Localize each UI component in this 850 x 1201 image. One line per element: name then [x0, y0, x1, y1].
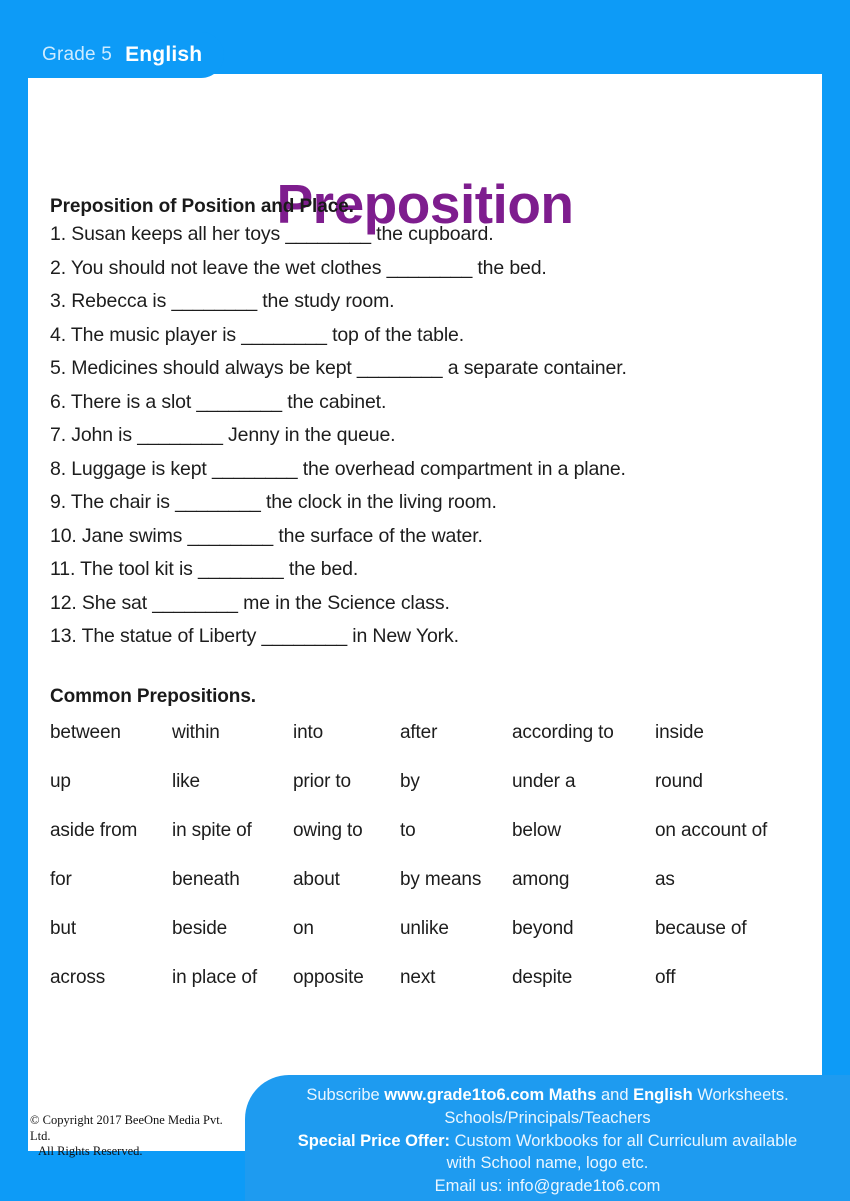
- footer-line-subscribe: [306, 1084, 788, 1107]
- preposition-word: into: [293, 722, 324, 743]
- preposition-word: round: [655, 771, 703, 792]
- footer-line-school-name: with School name, logo etc.: [446, 1154, 649, 1173]
- question-item: 11. The tool kit is ________ the bed.: [50, 558, 359, 580]
- preposition-word: by means: [400, 869, 482, 890]
- preposition-word: by: [400, 771, 420, 792]
- preposition-word: up: [50, 771, 71, 792]
- preposition-word: aside from: [50, 820, 138, 841]
- subscribe-footer-banner: [245, 1075, 850, 1201]
- preposition-word: below: [512, 820, 561, 841]
- preposition-word: prior to: [293, 771, 351, 792]
- question-list: [50, 225, 790, 647]
- question-item: 3. Rebecca is ________ the study room.: [50, 290, 395, 312]
- preposition-word: according to: [512, 722, 614, 743]
- preposition-word: beyond: [512, 918, 574, 939]
- preposition-word: unlike: [400, 918, 449, 939]
- preposition-word: after: [400, 722, 438, 743]
- preposition-word: among: [512, 869, 570, 890]
- copyright-line-2: All Rights Reserved.: [38, 1144, 143, 1159]
- preposition-word: on account of: [655, 820, 768, 841]
- preposition-word: despite: [512, 967, 573, 988]
- preposition-word: because of: [655, 918, 747, 939]
- footer-worksheets: Worksheets.: [692, 1086, 789, 1104]
- preposition-word: next: [400, 967, 436, 988]
- copyright-line-1: © Copyright 2017 BeeOne Media Pvt. Ltd.: [30, 1113, 223, 1143]
- question-item: 13. The statue of Liberty ________ in New York.: [50, 625, 459, 647]
- preposition-word: across: [50, 967, 106, 988]
- preposition-word-grid: [50, 722, 810, 989]
- footer-line-email: Email us: info@grade1to6.com: [434, 1177, 661, 1196]
- footer-site-maths: www.grade1to6.com Maths: [384, 1086, 597, 1104]
- grade-label: Grade 5: [42, 44, 113, 65]
- question-item: 2. You should not leave the wet clothes ________ the bed.: [50, 256, 547, 279]
- question-item: 8. Luggage is kept ________ the overhead compartment in a plane.: [50, 457, 626, 480]
- question-item: 4. The music player is ________ top of the table.: [50, 323, 464, 346]
- preposition-word: inside: [655, 722, 704, 743]
- preposition-word: on: [293, 918, 314, 939]
- position-and-place-section: [50, 196, 790, 661]
- page-title: Preposition: [276, 173, 574, 235]
- subject-label: English: [125, 43, 203, 66]
- footer-special-price-offer: Special Price Offer:: [297, 1131, 450, 1150]
- question-item: 7. John is ________ Jenny in the queue.: [50, 424, 396, 446]
- footer-line-audience: Schools/Principals/Teachers: [444, 1108, 651, 1127]
- preposition-word: in place of: [172, 967, 257, 988]
- preposition-word: about: [293, 869, 340, 890]
- preposition-word: but: [50, 918, 76, 939]
- question-item: 5. Medicines should always be kept ________ a separate container.: [50, 357, 627, 379]
- preposition-word: to: [400, 820, 416, 841]
- preposition-word: between: [50, 722, 121, 743]
- preposition-word: under a: [512, 771, 576, 792]
- section-heading-position: Preposition of Position and Place.: [50, 196, 354, 217]
- section-heading-common: Common Prepositions.: [50, 686, 256, 707]
- question-item: 6. There is a slot ________ the cabinet.: [50, 390, 387, 413]
- preposition-word: off: [655, 967, 676, 988]
- question-item: 10. Jane swims ________ the surface of the water.: [50, 524, 483, 547]
- question-item: 9. The chair is ________ the clock in the living room.: [50, 491, 497, 513]
- preposition-word: within: [172, 722, 220, 743]
- preposition-word: in spite of: [172, 820, 252, 841]
- grade-subject-tab: [28, 32, 224, 78]
- common-prepositions-section: [50, 686, 810, 989]
- preposition-word: opposite: [293, 967, 364, 988]
- preposition-word: owing to: [293, 820, 363, 841]
- footer-offer-detail: Custom Workbooks for all Curriculum available: [450, 1131, 798, 1150]
- preposition-word: as: [655, 869, 675, 890]
- footer-english: English: [633, 1086, 693, 1104]
- preposition-word: for: [50, 869, 72, 890]
- preposition-word: beneath: [172, 869, 240, 890]
- footer-line-offer: [298, 1130, 797, 1153]
- preposition-word: beside: [172, 918, 228, 939]
- footer-and: and: [596, 1086, 634, 1104]
- question-item: 1. Susan keeps all her toys ________ the cupboard.: [50, 223, 494, 245]
- preposition-word: like: [172, 771, 200, 792]
- question-item: 12. She sat ________ me in the Science class.: [50, 591, 450, 614]
- footer-subscribe-prefix: Subscribe: [306, 1086, 385, 1104]
- paper-surface: [28, 74, 822, 1151]
- copyright-notice: [30, 1113, 245, 1160]
